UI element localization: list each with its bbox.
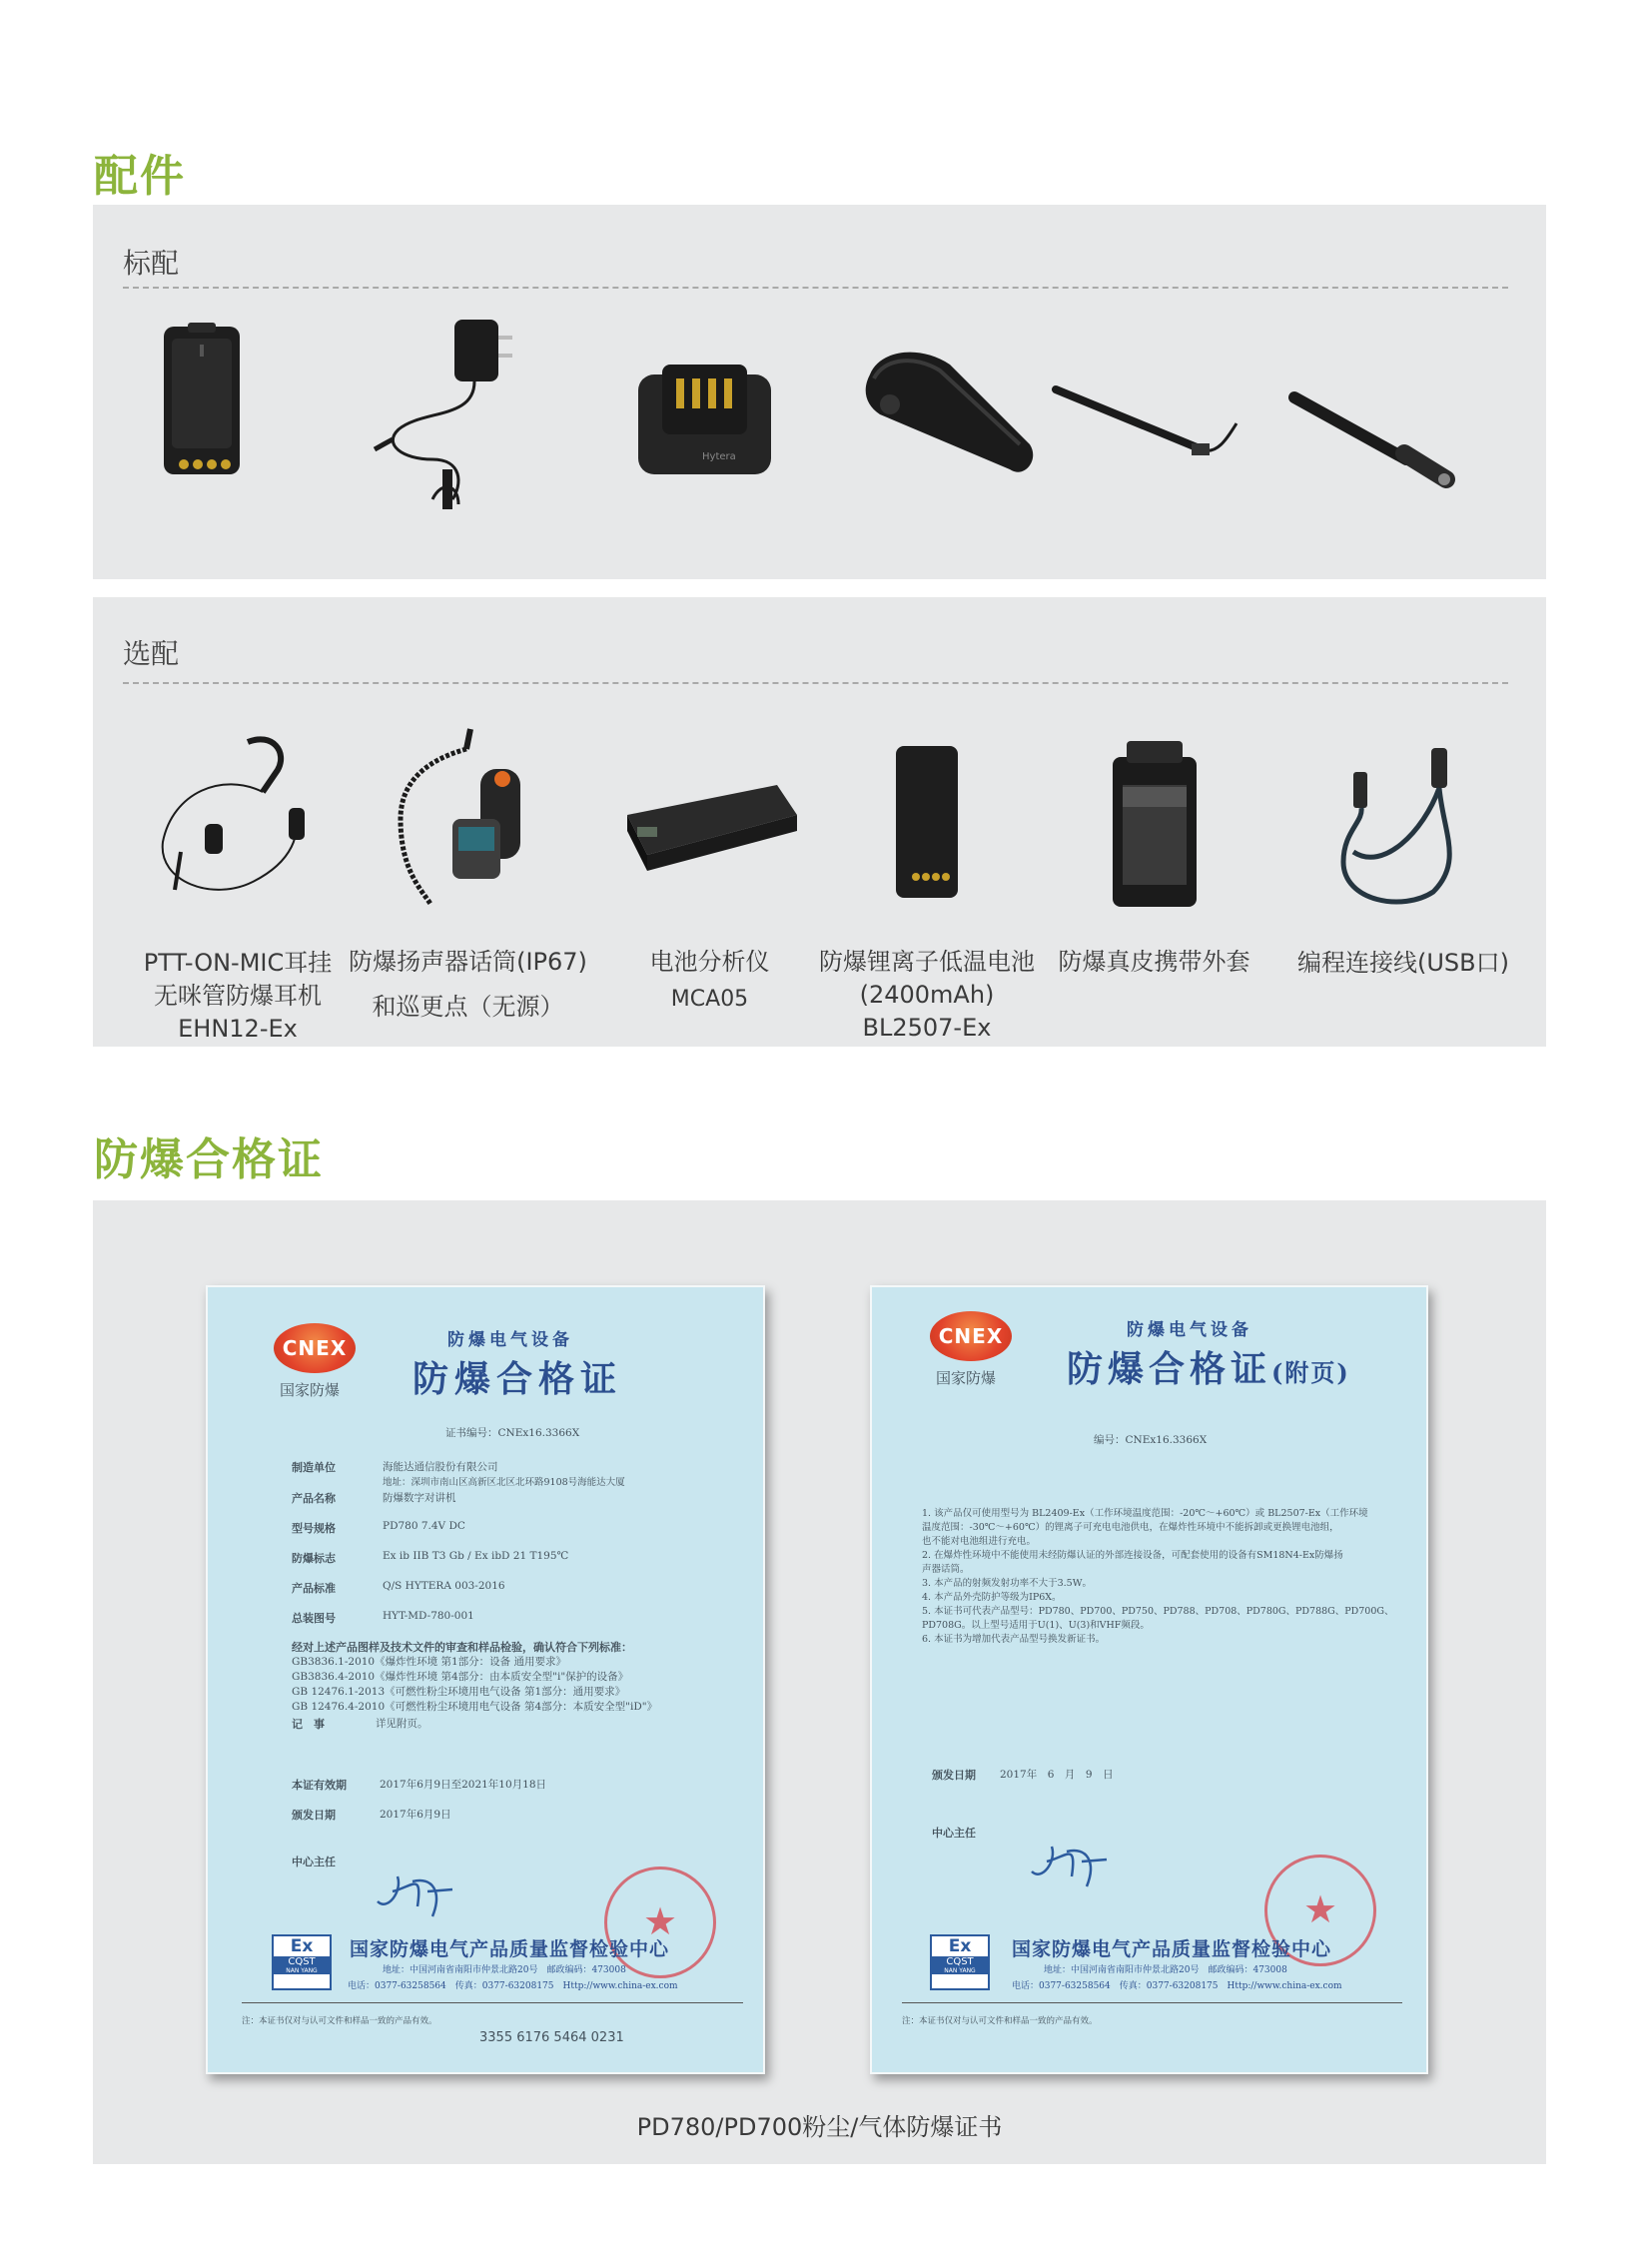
- optional-item-usb-cable: [1297, 742, 1509, 977]
- row-key: 产品标准: [292, 1582, 336, 1595]
- optional-item-line2: 和巡更点（无源）: [372, 993, 564, 1021]
- footer-note: 注：本证书仅对与认可文件和样品一致的产品有效。: [902, 2016, 1098, 2026]
- ex-sub: CQST: [274, 1956, 330, 1967]
- optional-item-line2: (2400mAh): [859, 981, 995, 1009]
- carry-case-icon: [1107, 737, 1202, 912]
- valid-value: 2017年6月9日至2021年10月18日: [380, 1779, 547, 1791]
- serial-number: 3355 6176 5464 0231: [479, 2030, 624, 2045]
- optional-item-line1: PTT-ON-MIC耳挂: [143, 949, 333, 977]
- note-line: 也不能对电池组进行充电。: [922, 1536, 1037, 1547]
- standard-item-battery: [148, 305, 258, 484]
- ex-text: Ex: [948, 1936, 972, 1956]
- cert-sup: 防爆电气设备: [447, 1330, 573, 1350]
- charger-icon: [632, 355, 777, 484]
- ex-sub: CQST: [932, 1956, 988, 1967]
- signature-icon: [373, 1862, 462, 1921]
- center-contact: 电话：0377-63258564 传真：0377-63208175 Http://www.china-ex.com: [1012, 1981, 1342, 1991]
- standard-item-adapter: [363, 310, 532, 514]
- note-key: 记 事: [292, 1718, 325, 1731]
- cert-title: 防爆合格证: [413, 1358, 623, 1400]
- footer-note: 注：本证书仅对与认可文件和样品一致的产品有效。: [242, 2016, 437, 2026]
- divider: [123, 287, 1508, 289]
- note-line: 3. 本产品的射频发射功率不大于3.5W。: [922, 1578, 1092, 1589]
- optional-item-line1: 防爆锂离子低温电池: [819, 948, 1035, 976]
- center-address: 地址：中国河南省南阳市仲景北路20号 邮政编码：473008: [383, 1965, 626, 1975]
- cert-title: [1067, 1341, 1350, 1392]
- note-line: 6. 本证书为增加代表产品型号换发新证书。: [922, 1634, 1106, 1645]
- ex-text: Ex: [290, 1936, 314, 1956]
- standard-label: 标配: [123, 247, 180, 280]
- battery-analyzer-icon: [617, 775, 802, 875]
- logo-subtitle: 国家防爆: [280, 1381, 341, 1399]
- row-key: 产品名称: [292, 1492, 336, 1505]
- row-key: 制造单位: [292, 1461, 336, 1474]
- row-value: HYT-MD-780-001: [383, 1610, 474, 1622]
- cqst-logo-icon: [930, 1934, 990, 1990]
- optional-item-speaker-mic: [349, 719, 587, 1021]
- certificate-caption: PD780/PD700粉尘/气体防爆证书: [636, 2113, 1003, 2141]
- note-value: 详见附页。: [376, 1718, 428, 1730]
- cert-title-suffix: (附页): [1271, 1358, 1350, 1387]
- certificate-title: 防爆合格证: [94, 1134, 324, 1185]
- valid-key: 本证有效期: [292, 1779, 347, 1792]
- standard-line: GB3836.4-2010《爆炸性环境 第4部分：由本质安全型"i"保护的设备》: [292, 1671, 629, 1683]
- footer-rule: [242, 2002, 743, 2003]
- cert-number: 编号：CNEx16.3366X: [1094, 1434, 1208, 1446]
- cert-title-main: 防爆合格证: [1067, 1348, 1272, 1390]
- cqst-logo-icon: [272, 1934, 332, 1990]
- optional-label: 选配: [123, 637, 180, 670]
- basis-text: 经对上述产品图样及技术文件的审查和样品检验，确认符合下列标准：: [292, 1641, 632, 1654]
- battery-icon: [892, 742, 962, 902]
- optional-item-label: 编程连接线(USB口): [1297, 949, 1509, 977]
- optional-panel: [93, 597, 1546, 1047]
- row-value: Q/S HYTERA 003-2016: [383, 1580, 505, 1592]
- standard-line: GB 12476.4-2010《可燃性粉尘环境用电气设备 第4部分：本质安全型"iD"》: [292, 1701, 658, 1713]
- certificate-panel: [93, 1200, 1546, 2164]
- speaker-mic-icon: [371, 719, 565, 914]
- note-line: 温度范围：-30℃～+60℃）的锂离子可充电电池供电，在爆炸性环境中不能拆卸或更换锂电池组，: [922, 1522, 1339, 1533]
- optional-item-line3: BL2507-Ex: [862, 1014, 992, 1042]
- optional-item-label: [331, 946, 605, 1024]
- ex-sub2: NAN YANG: [932, 1967, 988, 1974]
- cert-number: 证书编号：CNEx16.3366X: [445, 1427, 580, 1439]
- row-value: 地址：深圳市南山区高新区北区北环路9108号海能达大厦: [383, 1477, 625, 1488]
- battery-icon: [148, 305, 258, 484]
- note-line: 声器话筒。: [922, 1564, 970, 1575]
- note-line: 1. 该产品仅可使用型号为 BL2409-Ex（工作环境温度范围：-20℃～+60℃）或 BL2507-Ex（工作环境: [922, 1508, 1368, 1519]
- optional-item-line2: 无咪管防爆耳机: [154, 982, 322, 1010]
- usb-cable-icon: [1323, 742, 1483, 912]
- cnex-logo: CNEX: [274, 1323, 356, 1373]
- antenna-icon: [1286, 389, 1456, 489]
- standard-line: GB 12476.1-2013《可燃性粉尘环境用电气设备 第1部分：通用要求》: [292, 1686, 626, 1698]
- footer-rule: [902, 2002, 1402, 2003]
- optional-item-line3: EHN12-Ex: [178, 1015, 298, 1043]
- strap-icon: [1052, 370, 1241, 479]
- earpiece-icon: [153, 732, 323, 907]
- note-line: 2. 在爆炸性环境中不能使用未经防爆认证的外部连接设备，可配套使用的设备有SM18N4-Ex防爆扬: [922, 1550, 1343, 1561]
- optional-item-label: 防爆真皮携带外套: [1058, 948, 1250, 976]
- belt-clip-icon: [850, 345, 1050, 494]
- certificate-appendix: [870, 1285, 1428, 2074]
- cert-sup: 防爆电气设备: [1127, 1320, 1252, 1340]
- optional-item-analyzer: [617, 775, 802, 1012]
- center-name: 国家防爆电气产品质量监督检验中心: [1012, 1938, 1332, 1960]
- accessories-title: 配件: [94, 151, 186, 202]
- issue-key: 颁发日期: [932, 1769, 976, 1782]
- optional-item-line2: MCA05: [670, 987, 749, 1012]
- certificate-main: [206, 1285, 765, 2074]
- standard-item-antenna: [1286, 389, 1456, 489]
- row-value: Ex ib IIB T3 Gb / Ex ibD 21 T195℃: [383, 1550, 569, 1562]
- logo-subtitle: 国家防爆: [936, 1369, 997, 1387]
- director-label: 中心主任: [932, 1827, 976, 1840]
- power-adapter-icon: [363, 310, 532, 514]
- row-value: PD780 7.4V DC: [383, 1520, 465, 1532]
- signature-icon: [1027, 1832, 1117, 1891]
- optional-item-line1: 电池分析仪: [649, 948, 770, 976]
- center-contact: 电话：0377-63258564 传真：0377-63208175 Http://www.china-ex.com: [348, 1981, 678, 1991]
- divider: [123, 682, 1508, 684]
- optional-item-line1: 防爆扬声器话筒(IP67): [349, 948, 587, 976]
- row-key: 防爆标志: [292, 1552, 336, 1565]
- charger-brand: Hytera: [702, 451, 736, 462]
- standard-item-strap: [1052, 370, 1241, 479]
- row-key: 总装图号: [292, 1612, 336, 1625]
- standard-item-charger: [632, 355, 777, 484]
- row-value: 海能达通信股份有限公司: [383, 1461, 498, 1473]
- optional-item-label: [113, 947, 363, 1046]
- optional-item-carry-case: [1058, 737, 1250, 976]
- ex-sub2: NAN YANG: [274, 1967, 330, 1974]
- row-value: 防爆数字对讲机: [383, 1492, 456, 1504]
- standard-panel: [93, 205, 1546, 579]
- optional-item-earpiece: [143, 732, 333, 1043]
- note-line: 4. 本产品外壳防护等级为IP6X。: [922, 1592, 1062, 1603]
- issue-key: 颁发日期: [292, 1809, 336, 1822]
- center-name: 国家防爆电气产品质量监督检验中心: [350, 1938, 670, 1960]
- row-key: 型号规格: [292, 1522, 336, 1535]
- standard-item-belt-clip: [850, 345, 1050, 494]
- issue-value: 2017年 6 月 9 日: [1000, 1769, 1114, 1781]
- optional-item-low-temp-battery: [819, 742, 1035, 1042]
- issue-value: 2017年6月9日: [380, 1809, 451, 1821]
- note-line: PD708G。以上型号适用于U(1)、U(3)和VHF频段。: [922, 1620, 1150, 1631]
- standard-line: GB3836.1-2010《爆炸性环境 第1部分：设备 通用要求》: [292, 1656, 566, 1668]
- center-address: 地址：中国河南省南阳市仲景北路20号 邮政编码：473008: [1044, 1965, 1287, 1975]
- cnex-logo: CNEX: [930, 1311, 1012, 1361]
- director-label: 中心主任: [292, 1856, 336, 1868]
- note-line: 5. 本证书可代表产品型号：PD780、PD700、PD750、PD788、PD708、PD780G、PD788G、PD700G、: [922, 1606, 1394, 1617]
